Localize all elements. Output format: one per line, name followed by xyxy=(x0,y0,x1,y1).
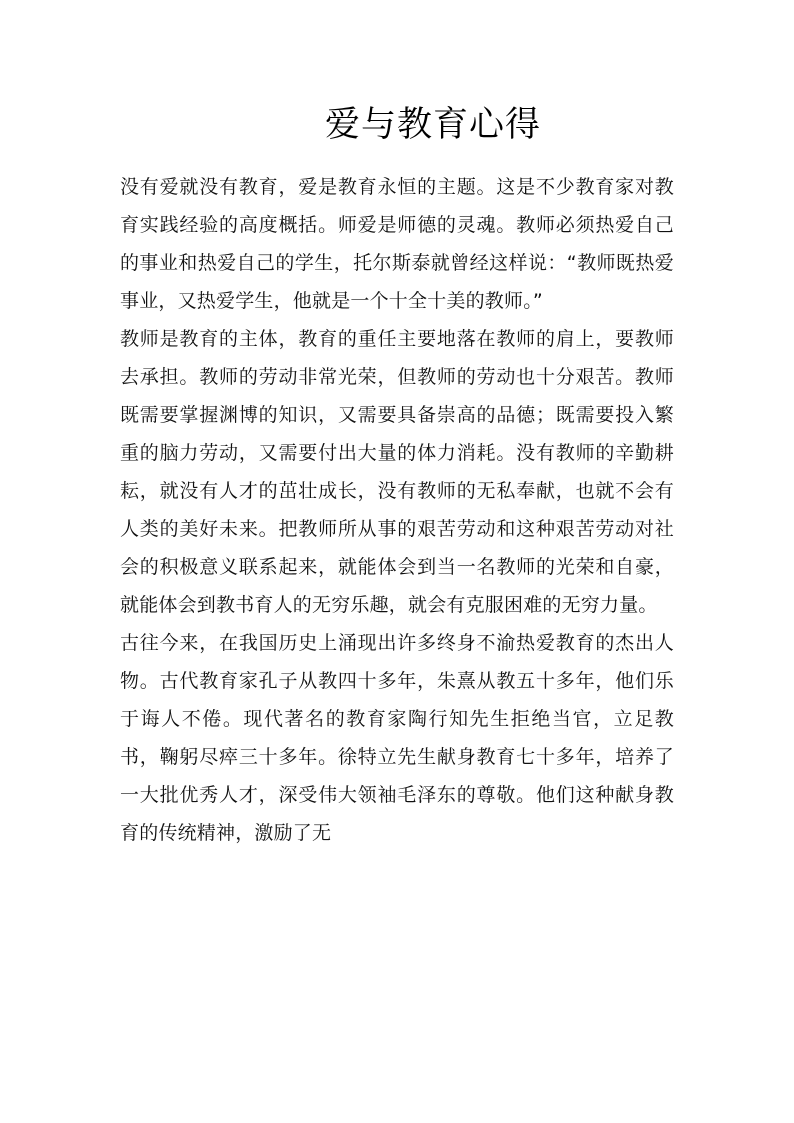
paragraph-1: 没有爱就没有教育，爱是教育永恒的主题。这是不少教育家对教育实践经验的高度概括。师爱是师德的灵魂。教师必须热爱自己的事业和热爱自己的学生，托尔斯泰就曾经这样说：“教师既热爱事业，又热爱学生，他就是一个十全十美的教师。” xyxy=(120,176,674,312)
document-body xyxy=(120,168,674,852)
document-title: 爱与教育心得 xyxy=(324,105,541,145)
paragraph-2: 教师是教育的主体，教育的重任主要地落在教师的肩上，要教师去承担。教师的劳动非常光荣，但教师的劳动也十分艰苦。教师既需要掌握渊博的知识，又需要具备崇高的品德；既需要投入繁重的脑力劳动，又需要付出大量的体力消耗。没有教师的辛勤耕耘，就没有人才的茁壮成长，没有教师的无私奉献，也就不会有人类的美好未来。把教师所从事的艰苦劳动和这种艰苦劳动对社会的积极意义联系起来，就能体会到当一名教师的光荣和自豪，就能体会到教书育人的无穷乐趣，就会有克服困难的无穷力量。 xyxy=(120,328,674,616)
paragraph-3: 古往今来，在我国历史上涌现出许多终身不渝热爱教育的杰出人物。古代教育家孔子从教四十多年，朱熹从教五十多年，他们乐于诲人不倦。现代著名的教育家陶行知先生拒绝当官，立足教书，鞠躬尽瘁三十多年。徐特立先生献身教育七十多年，培养了一大批优秀人才，深受伟大领袖毛泽东的尊敬。他们这种献身教育的传统精神，激励了无 xyxy=(120,632,674,844)
